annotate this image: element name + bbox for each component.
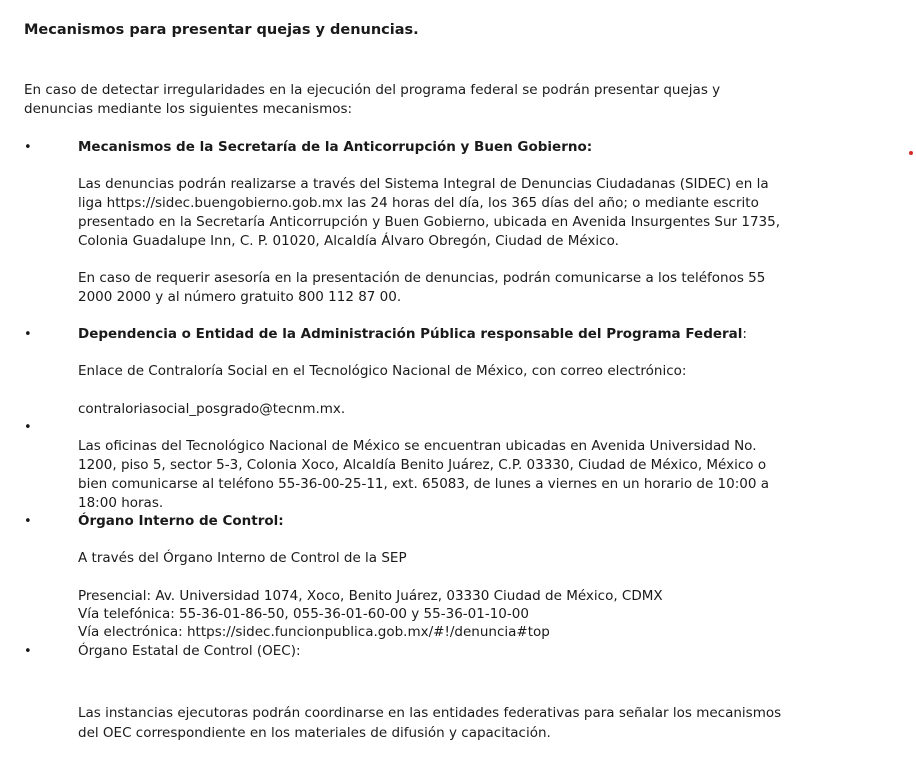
bullet-marker: • (24, 140, 32, 155)
red-dot-marker (909, 151, 913, 155)
page-title: Mecanismos para presentar quejas y denuncias. (24, 22, 419, 38)
dependencia-paragraph-1: Enlace de Contraloría Social en el Tecnológico Nacional de México, con correo electrónico: (78, 363, 687, 379)
section-heading-secretaria: Mecanismos de la Secretaría de la Anticorrupción y Buen Gobierno: (78, 139, 593, 155)
secretaria-paragraph-1: Las denuncias podrán realizarse a través del Sistema Integral de Denuncias Ciudadanas (SIDEC) en la liga https://sidec.buengobierno.gob.mx las 24 horas del día, los 365 días del año; o mediante escrito presentado en la Secretaría Anticorrupción y Buen Gobierno, ubicada en Avenida Insurgentes Sur 1735, Colonia Guadalupe Inn, C. P. 01020, Alcaldía Álvaro Obregón, Ciudad de México. (78, 176, 781, 249)
bullet-marker: • (24, 327, 32, 342)
section-heading-oic: Órgano Interno de Control: (78, 513, 284, 529)
bullet-marker: • (24, 420, 32, 435)
oic-electronica: Vía electrónica: https://sidec.funcionpublica.gob.mx/#!/denuncia#top (78, 624, 550, 640)
dependencia-paragraph-2: Las oficinas del Tecnológico Nacional de México se encuentran ubicadas en Avenida Universidad No. 1200, piso 5, sector 5-3, Colonia Xoco, Alcaldía Benito Juárez, C.P. 03330, Ciudad de México, México o bien comunicarse al teléfono 55-36-00-25-11, ext. 65083, de lunes a viernes en un horario de 10:00 a 18:00 horas. (78, 438, 770, 511)
bullet-marker: • (24, 644, 32, 659)
section-heading-dependencia (78, 325, 798, 344)
secretaria-paragraph-2: En caso de requerir asesoría en la presentación de denuncias, podrán comunicarse a los teléfonos 55 2000 2000 y al número gratuito 800 112 87 00. (78, 270, 766, 305)
oec-paragraph-1: Las instancias ejecutoras podrán coordinarse en las entidades federativas para señalar los mecanismos del OEC correspondiente en los materiales de difusión y capacitación. (78, 705, 782, 741)
dependencia-heading-colon: : (742, 326, 747, 342)
dependencia-email: contraloriasocial_posgrado@tecnm.mx. (78, 401, 346, 417)
oic-paragraph-1: A través del Órgano Interno de Control de la SEP (78, 550, 407, 566)
dependencia-heading-text: Dependencia o Entidad de la Administración Pública responsable del Programa Federal (78, 326, 743, 342)
oic-presencial: Presencial: Av. Universidad 1074, Xoco, Benito Juárez, 03330 Ciudad de México, CDMX (78, 588, 663, 604)
section-heading-oec: Órgano Estatal de Control (OEC): (78, 643, 301, 659)
bullet-marker: • (24, 514, 32, 529)
intro-paragraph: En caso de detectar irregularidades en la ejecución del programa federal se podrán presentar quejas y denuncias mediante los siguientes mecanismos: (24, 82, 721, 117)
oic-telefonica: Vía telefónica: 55-36-01-86-50, 055-36-01-60-00 y 55-36-01-10-00 (78, 606, 529, 622)
